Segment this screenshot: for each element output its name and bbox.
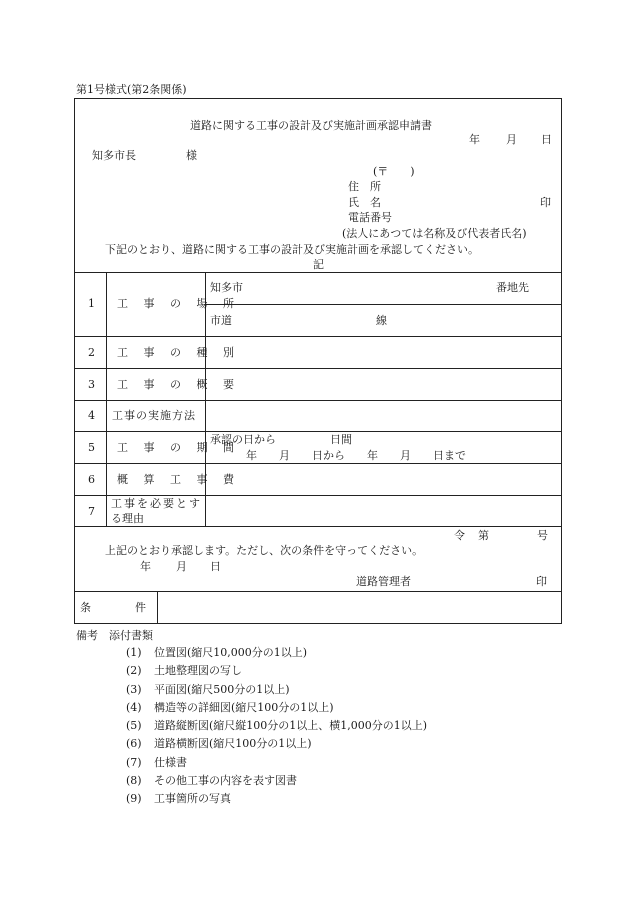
approval-text: 上記のとおり承認します。ただし、次の条件を守ってください。 xyxy=(105,544,424,557)
note-text: 平面図(縮尺500分の1以上) xyxy=(154,683,290,696)
row-number: 3 xyxy=(88,378,95,391)
row-label: 工 事 の 場 所 xyxy=(117,297,240,310)
postal-code-field: (〒 ) xyxy=(373,165,415,178)
note-number: (7) xyxy=(126,756,142,769)
note-number: (9) xyxy=(126,792,142,805)
period-date-range: 年 月 日から 年 月 日まで xyxy=(246,449,466,462)
period-from-approval: 承認の日から xyxy=(210,433,276,446)
row-label-line2: る理由 xyxy=(111,512,144,525)
row-number: 6 xyxy=(88,473,95,486)
row-number: 5 xyxy=(88,441,95,454)
note-number: (4) xyxy=(126,701,142,714)
row-rule xyxy=(74,431,562,432)
note-text: 工事箇所の写真 xyxy=(154,792,231,805)
table-top-rule xyxy=(74,272,562,273)
row-label: 工 事 の 種 別 xyxy=(117,346,240,359)
row-label-line1: 工事を必要とす xyxy=(111,497,202,510)
date-day: 日 xyxy=(541,133,552,146)
note-number: (8) xyxy=(126,774,142,787)
manager-seal: 印 xyxy=(536,575,547,588)
table-bottom-rule xyxy=(74,526,562,527)
row-number: 7 xyxy=(88,505,95,518)
note-text: 仕様書 xyxy=(154,756,187,769)
note-number: (2) xyxy=(126,664,142,677)
col-label-rule xyxy=(205,272,206,526)
approval-rei: 令 xyxy=(454,529,465,542)
road-manager-label: 道路管理者 xyxy=(356,575,411,588)
notes-title: 備考 添付書類 xyxy=(76,629,153,642)
honorific: 様 xyxy=(186,149,197,162)
note-number: (5) xyxy=(126,719,142,732)
row-rule xyxy=(74,336,562,337)
phone-label: 電話番号 xyxy=(348,211,392,224)
row-number: 2 xyxy=(88,346,95,359)
row-rule xyxy=(74,463,562,464)
applicant-seal: 印 xyxy=(540,196,551,209)
note-text: 道路縦断図(縮尺縦100分の1以上、横1,000分の1以上) xyxy=(154,719,428,732)
note-number: (1) xyxy=(126,646,142,659)
approval-day: 日 xyxy=(210,560,221,573)
note-number: (6) xyxy=(126,737,142,750)
ki-label: 記 xyxy=(313,258,324,271)
address-label: 住 所 xyxy=(348,180,381,193)
row-number: 4 xyxy=(88,409,95,422)
note-text: 道路横断図(縮尺100分の1以上) xyxy=(154,737,312,750)
corporation-note: (法人にあつては名称及び代表者氏名) xyxy=(342,227,527,240)
approval-year: 年 xyxy=(140,560,151,573)
note-text: 構造等の詳細図(縮尺100分の1以上) xyxy=(154,701,334,714)
date-month: 月 xyxy=(506,133,517,146)
row-label: 工 事 の 概 要 xyxy=(117,378,240,391)
approval-dai: 第 xyxy=(478,529,489,542)
period-days: 日間 xyxy=(330,433,352,446)
form-title: 道路に関する工事の設計及び実施計画承認申請書 xyxy=(190,119,432,132)
location-banchi: 番地先 xyxy=(496,281,529,294)
row-label: 工事の実施方法 xyxy=(112,409,196,422)
conditions-col-rule xyxy=(157,591,158,624)
conditions-top-rule xyxy=(74,591,562,592)
conditions-label: 条 件 xyxy=(80,601,146,614)
note-text: 位置図(縮尺10,000分の1以上) xyxy=(154,646,308,659)
date-year: 年 xyxy=(469,133,480,146)
row-rule xyxy=(74,495,562,496)
row-label: 概 算 工 事 費 xyxy=(117,473,240,486)
intro-text: 下記のとおり、道路に関する工事の設計及び実施計画を承認してください。 xyxy=(105,243,479,256)
row-rule xyxy=(74,400,562,401)
form-label: 第1号様式(第2条関係) xyxy=(76,83,187,96)
note-text: 土地整理図の写し xyxy=(154,664,242,677)
location-line: 線 xyxy=(376,314,387,327)
note-number: (3) xyxy=(126,683,142,696)
row-number: 1 xyxy=(88,297,95,310)
approval-month: 月 xyxy=(176,560,187,573)
col-no-rule xyxy=(106,272,107,526)
row1-split-rule xyxy=(205,304,562,305)
approval-go: 号 xyxy=(537,529,548,542)
addressee: 知多市長 xyxy=(92,149,136,162)
location-city: 知多市 xyxy=(210,281,243,294)
note-text: その他工事の内容を表す図書 xyxy=(154,774,297,787)
row-rule xyxy=(74,368,562,369)
location-road: 市道 xyxy=(210,314,232,327)
row-label: 工 事 の 期 間 xyxy=(117,441,240,454)
name-label: 氏 名 xyxy=(348,196,381,209)
